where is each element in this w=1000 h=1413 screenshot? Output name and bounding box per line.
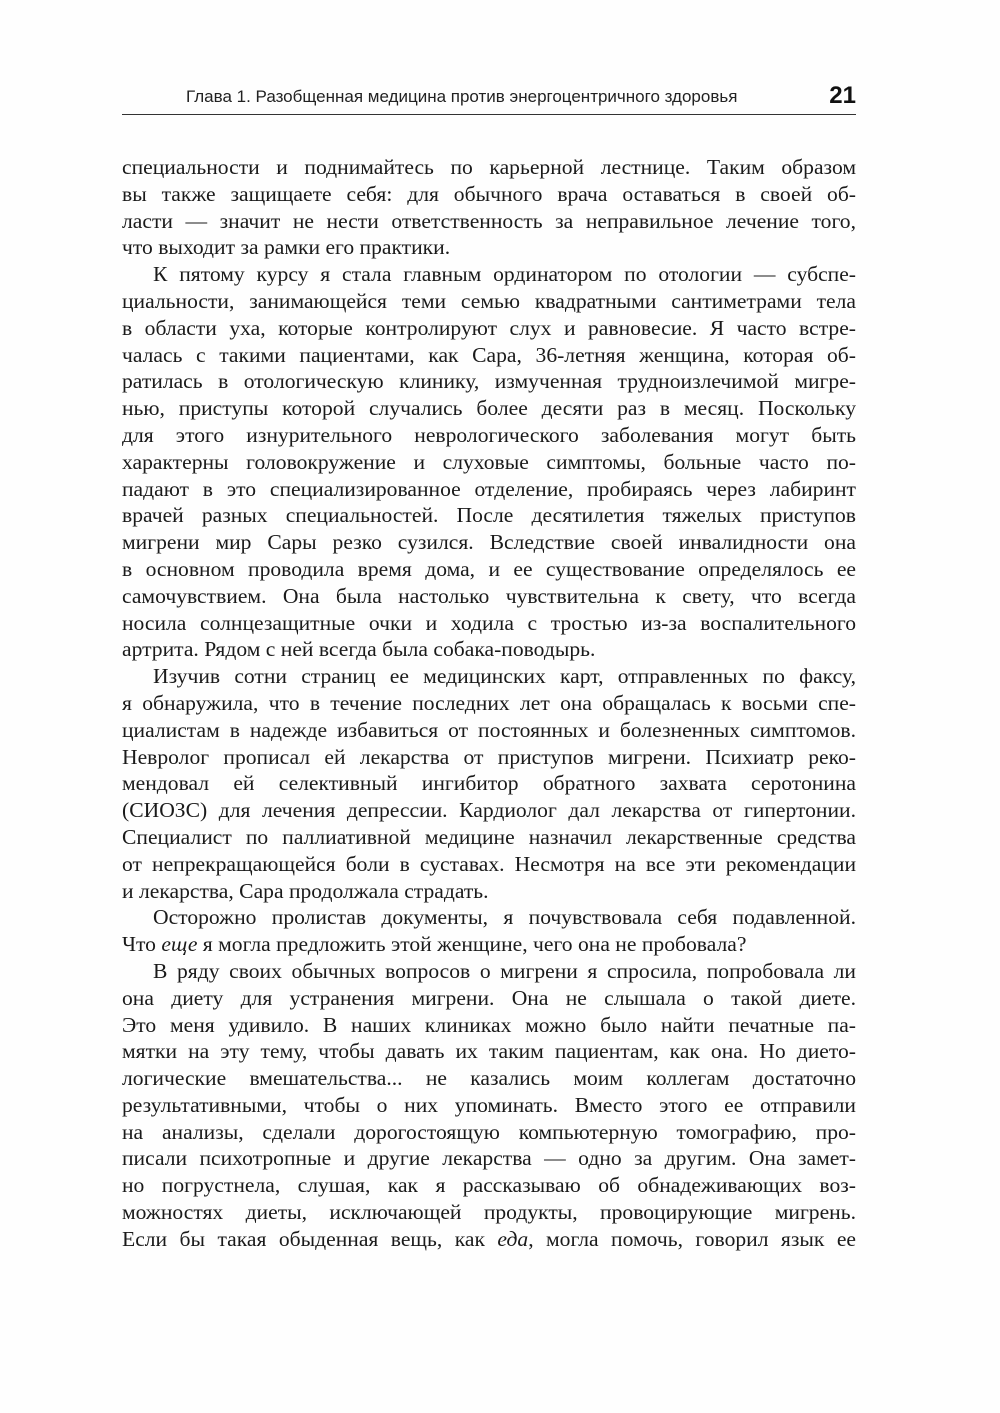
- text-line: носила солнцезащитные очки и ходила с тростью из-за воспалительного: [122, 610, 856, 635]
- text-line: мятки на эту тему, чтобы давать их таким пациентам, как она. Но дието-: [122, 1039, 856, 1064]
- text-line: логические вмешательства... не казались моим коллегам достаточно: [122, 1066, 856, 1091]
- text-line: ратилась в отологическую клинику, измученная трудноизлечимой мигре-: [122, 369, 856, 394]
- text-line: артрита. Рядом с ней всегда была собака-поводырь.: [122, 637, 596, 662]
- text-line: [122, 1226, 856, 1253]
- text-line: вы также защищаете себя: для обычного врача оставаться в своей об-: [122, 181, 856, 206]
- text-line: характерны головокружение и слуховые симптомы, больные часто по-: [122, 449, 856, 474]
- text-line: для этого изнурительного неврологического заболевания могут быть: [122, 422, 856, 447]
- text-line: нью, приступы которой случались более десяти раз в месяц. Поскольку: [122, 396, 856, 421]
- paragraph: [122, 958, 856, 1253]
- text-line: от непрекращающейся боли в суставах. Несмотря на все эти рекомендации: [122, 851, 856, 876]
- text-line: и лекарства, Сара продолжала страдать.: [122, 878, 489, 903]
- text-line: ласти — значит не нести ответственность за неправильное лечение того,: [122, 208, 856, 233]
- text-line: Это меня удивило. В наших клиниках можно было найти печатные па-: [122, 1012, 856, 1037]
- text-line: можностях диеты, исключающей продукты, провоцирующие мигрень.: [122, 1200, 856, 1225]
- text-line: Невролог прописал ей лекарства от приступов мигрени. Психиатр реко-: [122, 744, 856, 769]
- text-line: К пятому курсу я стала главным ординатором по отологии — субспе-: [153, 262, 856, 287]
- text-line: Специалист по паллиативной медицине назначил лекарственные средства: [122, 824, 856, 849]
- text-line: я обнаружила, что в течение последних лет она обращалась к восьми спе-: [122, 690, 856, 715]
- emphasis-text: еще: [161, 932, 198, 957]
- body-text: [122, 154, 856, 1253]
- text-line: что выходит за рамки его практики.: [122, 235, 451, 260]
- running-title: Глава 1. Разобщенная медицина против энергоцентричного здоровья: [186, 87, 738, 106]
- page-header: [122, 82, 856, 115]
- text-line: но погрустнела, слушая, как я рассказываю об обнадеживающих воз-: [122, 1173, 856, 1198]
- text-line: Изучив сотни страниц ее медицинских карт, отправленных по факсу,: [153, 664, 856, 689]
- paragraph: [122, 154, 856, 261]
- text-line: (СИОЗС) для лечения депрессии. Кардиолог дал лекарства от гипертонии.: [122, 798, 856, 823]
- emphasis-text: еда: [497, 1226, 529, 1251]
- text-line: она диету для устранения мигрени. Она не слышала о такой диете.: [122, 985, 856, 1010]
- text-line: [122, 931, 856, 958]
- paragraph: [122, 904, 856, 958]
- text-line: Осторожно пролистав документы, я почувствовала себя подавленной.: [153, 905, 856, 930]
- text-line: самочувствием. Она была настолько чувствительна к свету, что всегда: [122, 583, 856, 608]
- text-line: циалистам в надежде избавиться от постоянных и болезненных симптомов.: [122, 717, 856, 742]
- text-line: циальности, занимающейся теми семью квадратными сантиметрами тела: [122, 288, 856, 313]
- text-line: врачей разных специальностей. После десятилетия тяжелых приступов: [122, 503, 856, 528]
- paragraph: [122, 261, 856, 663]
- text-segment: Если бы такая обыденная вещь, как: [122, 1226, 498, 1251]
- text-line: В ряду своих обычных вопросов о мигрени я спросила, попробовала ли: [153, 958, 856, 983]
- text-line: результативными, чтобы о них упоминать. Вместо этого ее отправили: [122, 1092, 856, 1117]
- text-line: писали психотропные и другие лекарства — одно за другим. Она замет-: [122, 1146, 856, 1171]
- text-line: мигрени мир Сары резко сузился. Вследствие своей инвалидности она: [122, 530, 856, 555]
- text-line: на анализы, сделали дорогостоящую компьютерную томографию, про-: [122, 1119, 856, 1144]
- text-line: падают в это специализированное отделение, пробираясь через лабиринт: [122, 476, 856, 501]
- text-line: в основном проводила время дома, и ее существование определялось ее: [122, 556, 856, 581]
- text-line: чалась с такими пациентами, как Сара, 36-летняя женщина, которая об-: [122, 342, 856, 367]
- text-line: в области уха, которые контролируют слух и равновесие. Я часто встре-: [122, 315, 856, 340]
- text-segment: , могла помочь, говорил язык ее: [528, 1226, 856, 1251]
- paragraph: [122, 663, 856, 904]
- text-line: мендовал ей селективный ингибитор обратного захвата серотонина: [122, 771, 856, 796]
- text-segment: Что: [122, 932, 162, 957]
- text-line: специальности и поднимайтесь по карьерной лестнице. Таким образом: [122, 155, 856, 179]
- page-number: 21: [829, 82, 856, 109]
- text-segment: я могла предложить этой женщине, чего она не пробовала?: [197, 932, 747, 957]
